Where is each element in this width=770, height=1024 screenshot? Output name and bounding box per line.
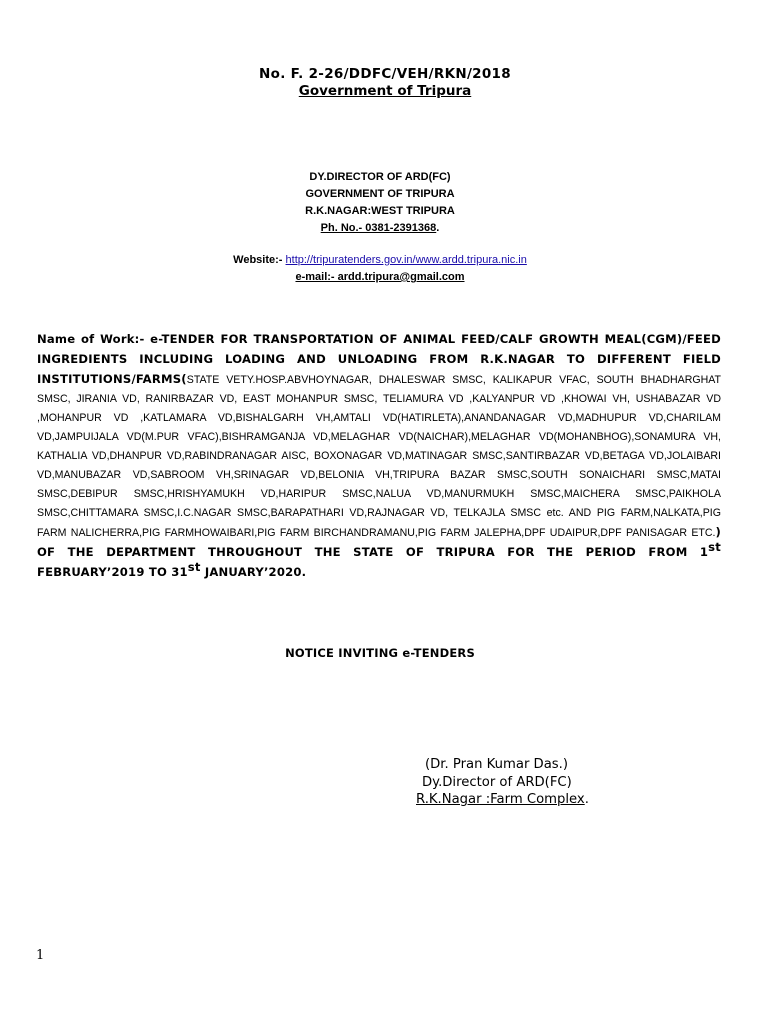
office-phone: Ph. No.- 0381-2391368: [320, 222, 437, 234]
signatory-name: (Dr. Pran Kumar Das.): [425, 757, 568, 772]
reference-number: No. F. 2-26/DDFC/VEH/RKN/2018: [259, 66, 511, 82]
office-government: GOVERNMENT OF TRIPURA: [305, 188, 455, 200]
email-line: e-mail:- ardd.tripura@gmail.com: [295, 271, 465, 283]
work-tail-1: ) OF THE DEPARTMENT THROUGHOUT THE STATE OF TRIPURA FOR THE PERIOD FROM 1: [37, 525, 721, 559]
work-sup-1: st: [708, 540, 721, 555]
work-tail-3: JANUARY’2020.: [200, 565, 307, 579]
office-location: R.K.NAGAR:WEST TRIPURA: [305, 205, 455, 217]
page-number: 1: [36, 948, 45, 963]
notice-heading: NOTICE INVITING e-TENDERS: [285, 646, 475, 660]
signature-block: [416, 756, 589, 809]
website-line: [0, 252, 760, 269]
office-address: [0, 169, 760, 237]
contact-block: [0, 252, 760, 286]
work-institutions: STATE VETY.HOSP.ABVHOYNAGAR, DHALESWAR SMSC, KALIKAPUR VFAC, SOUTH BHADHARGHAT SMSC, JIRANIA VD, RANIRBAZAR VD, EAST MOHANPUR SMSC, TELIAMURA VD ,KALYANPUR VD ,KHOWAI VH, USHABAZAR VD ,MOHANPUR VD ,KATLAMARA VD,BISHALGARH VH,AMTALI VD(HATIRLETA),ANANDANAGAR VD,MADHUPUR VD,CHARILAM VD,JAMPUIJALA VD(M.PUR VFAC),BISHRAMGANJA VD,MELAGHAR VD(NAICHAR),MELAGHAR VD(MOHANBHOG),SONAMURA VH, KATHALIA VD,DHANPUR VD,RABINDRANAGAR AISC, BOXONAGAR VD,MATINAGAR SMSC,SANTIRBAZAR VD,BETAGA VD,JOLAIBARI VD,MANUBAZAR VD,SABROOM VH,SRINAGAR VD,BELONIA VH,TRIPURA BAZAR SMSC,SOUTH SONAICHARI SMSC,MATAI SMSC,DEBIPUR SMSC,HRISHYAMUKH VD,HARIPUR SMSC,NALUA VD,MANURMUKH SMSC,MAICHERA SMSC,PAIKHOLA SMSC,CHITTAMARA SMSC,I.C.NAGAR SMSC,BARAPATHARI VD,RAJNAGAR VD, TELKAJLA SMSC etc. AND PIG FARM,NALKATA,PIG FARM NALICHERRA,PIG FARMHOWAIBARI,PIG FARM BIRCHANDRAMANU,PIG FARM JALEPHA,DPF UDAIPUR,DPF PANISAGAR ETC.: [37, 374, 721, 539]
website-label: Website:-: [233, 254, 283, 266]
office-designation: DY.DIRECTOR OF ARD(FC): [309, 171, 451, 183]
work-sup-2: st: [187, 560, 201, 575]
signatory-office-line: [416, 791, 589, 809]
signatory-designation: Dy.Director of ARD(FC): [422, 774, 572, 790]
signatory-office: R.K.Nagar :Farm Complex: [416, 792, 585, 807]
work-tail-2: FEBRUARY’2019 TO 31: [37, 565, 188, 579]
work-heading: Name of Work:- e-TENDER FOR TRANSPORTATION OF ANIMAL FEED/CALF GROWTH MEAL(CGM)/FEED INGREDIENTS INCLUDING LOADING AND UNLOADING FROM R.K.NAGAR TO DIFFERENT FIELD INSTITUTIONS/FARMS(: [37, 332, 721, 386]
name-of-work-paragraph: [37, 330, 721, 583]
office-phone-suffix: .: [436, 222, 440, 234]
office-phone-line: [0, 220, 760, 237]
signatory-office-suffix: .: [584, 792, 589, 807]
website-link[interactable]: http://tripuratenders.gov.in/www.ardd.tripura.nic.in: [285, 254, 527, 266]
government-title: Government of Tripura: [298, 83, 472, 99]
